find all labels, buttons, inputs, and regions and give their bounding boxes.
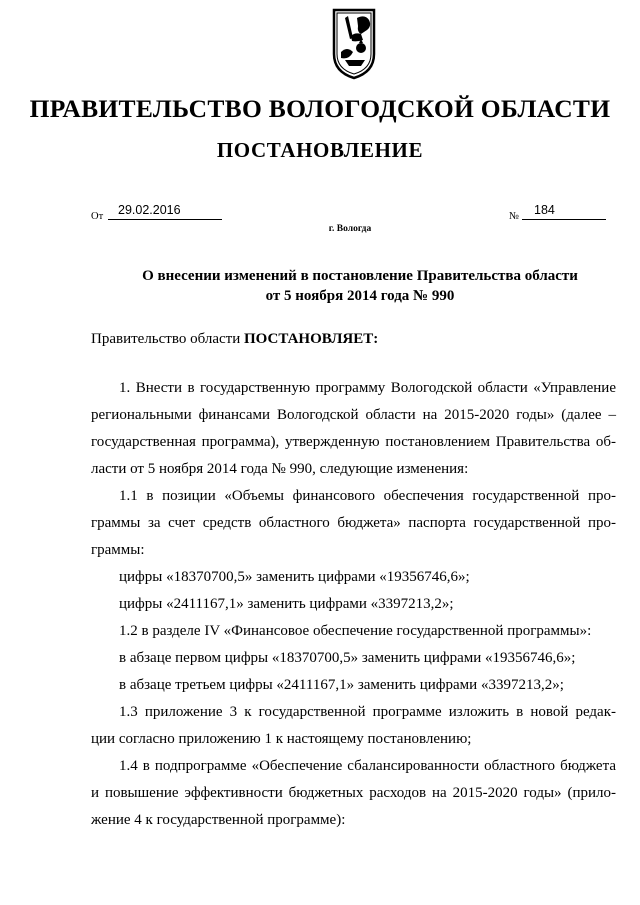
body-line: жение 4 к государственной программе): bbox=[91, 812, 346, 828]
intro-emphasis: ПОСТАНОВЛЯЕТ: bbox=[243, 331, 379, 347]
body-line: ласти от 5 ноября 2014 года № 990, следующие изменения: bbox=[91, 461, 469, 477]
document-date: 29.02.2016 bbox=[108, 203, 222, 220]
document-body bbox=[91, 375, 616, 834]
organization-title: ПРАВИТЕЛЬСТВО ВОЛОГОДСКОЙ ОБЛАСТИ bbox=[29, 94, 611, 123]
body-line: в абзаце третьем цифры «2411167,1» заменить цифрами «3397213,2»; bbox=[119, 677, 564, 693]
body-line: региональными финансами Вологодской области на 2015-2020 годы» (далее – bbox=[91, 407, 616, 423]
body-line: 1.2 в разделе IV «Финансовое обеспечение государственной программы»: bbox=[119, 623, 592, 639]
subject-line-2: от 5 ноября 2014 года № 990 bbox=[265, 288, 455, 304]
document-number: 184 bbox=[522, 203, 606, 220]
document-type: ПОСТАНОВЛЕНИЕ bbox=[216, 138, 424, 162]
body-line: 1.4 в подпрограмме «Обеспечение сбалансированности областного бюджета bbox=[119, 758, 616, 774]
number-prefix: № bbox=[509, 211, 520, 222]
body-line: ции согласно приложению 1 к настоящему постановлению; bbox=[91, 731, 472, 747]
city-label: г. Вологда bbox=[328, 224, 372, 234]
coat-of-arms-icon bbox=[331, 8, 377, 80]
date-prefix: От bbox=[91, 211, 104, 222]
body-line: 1.1 в позиции «Объемы финансового обеспечения государственной про- bbox=[119, 488, 616, 504]
body-line: граммы: bbox=[91, 542, 145, 558]
body-line: цифры «18370700,5» заменить цифрами «19356746,6»; bbox=[119, 569, 470, 585]
intro-prefix: Правительство области bbox=[91, 331, 244, 347]
body-line: 1. Внести в государственную программу Вологодской области «Управление bbox=[119, 380, 616, 396]
document-subject bbox=[80, 266, 640, 306]
body-line: 1.3 приложение 3 к государственной программе изложить в новой редак- bbox=[119, 704, 616, 720]
body-line: граммы за счет средств областного бюджета» паспорта государственной про- bbox=[91, 515, 616, 531]
body-line: государственная программа), утвержденную постановлением Правительства об- bbox=[91, 434, 616, 450]
subject-line-1: О внесении изменений в постановление Правительства области bbox=[142, 268, 578, 284]
body-line: в абзаце первом цифры «18370700,5» заменить цифрами «19356746,6»; bbox=[119, 650, 576, 666]
body-line: цифры «2411167,1» заменить цифрами «3397213,2»; bbox=[119, 596, 454, 612]
intro-statement bbox=[91, 331, 378, 348]
body-line: и повышение эффективности бюджетных расходов на 2015-2020 годы» (прило- bbox=[91, 785, 616, 801]
